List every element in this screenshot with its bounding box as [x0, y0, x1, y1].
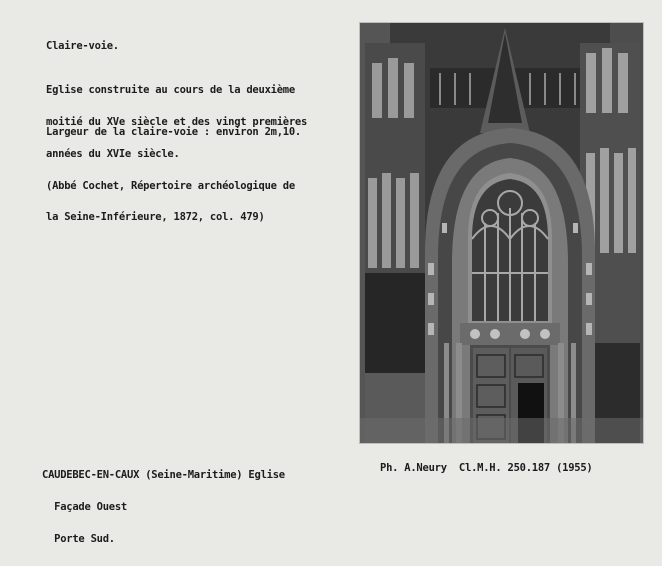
card-heading: Claire-voie. [46, 40, 119, 52]
width-measurement: Largeur de la claire-voie : environ 2m,10. [46, 126, 302, 138]
portal-illustration [360, 23, 643, 443]
church-portal-photograph [360, 23, 643, 443]
notes-line: années du XVIe siècle. [46, 147, 180, 160]
notes-line: moitié du XVe siècle et des vingt premières [46, 115, 308, 128]
notes-line: Eglise construite au cours de la deuxième [46, 84, 295, 97]
location-caption [42, 449, 285, 566]
notes-line: la Seine-Inférieure, 1872, col. 479) [46, 211, 265, 224]
location-line: Façade Ouest [42, 500, 128, 513]
location-line: Porte Sud. [42, 532, 115, 545]
location-line: CAUDEBEC-EN-CAUX (Seine-Maritime) Eglise [42, 469, 285, 482]
notes-line: (Abbé Cochet, Répertoire archéologique de [46, 179, 295, 192]
historical-notes [46, 64, 307, 244]
photo-credit: Ph. A.Neury Cl.M.H. 250.187 (1955) [380, 462, 593, 474]
